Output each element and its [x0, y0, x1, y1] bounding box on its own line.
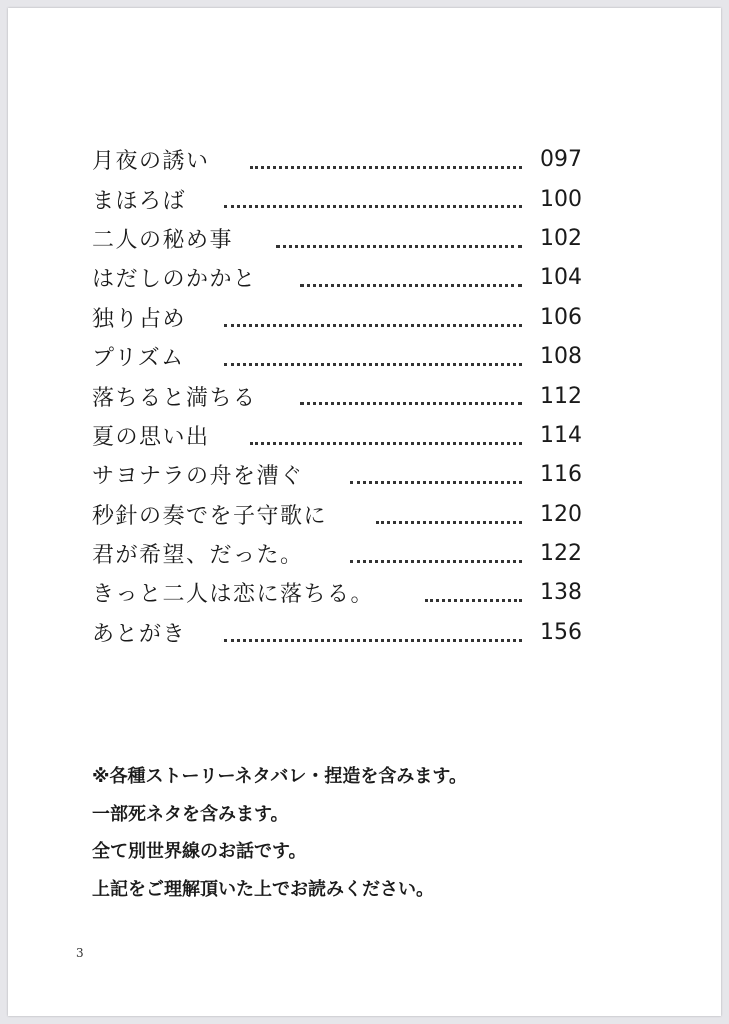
toc-title: あとがき — [92, 621, 187, 647]
note-line: ※各種ストーリーネタバレ・捏造を含みます。 — [92, 766, 467, 787]
page-number: 3 — [76, 946, 84, 960]
toc-page-number: 097 — [540, 147, 582, 173]
toc-page-number: 100 — [540, 186, 582, 212]
note-line: 上記をご理解頂いた上でお読みください。 — [92, 878, 434, 900]
toc-page-number: 120 — [540, 501, 582, 527]
toc-leader-dots — [250, 152, 522, 169]
document-page — [8, 8, 721, 1016]
toc-title: はだしのかかと — [92, 267, 257, 293]
toc-entry — [92, 179, 582, 218]
toc-title: 落ちると満ちる — [92, 385, 257, 411]
toc-title: 月夜の誘い — [92, 149, 210, 175]
toc-leader-dots — [350, 467, 522, 484]
toc-leader-dots — [350, 546, 522, 563]
toc-page-number: 114 — [540, 422, 582, 448]
toc-leader-dots — [224, 191, 522, 208]
toc-leader-dots — [276, 231, 522, 248]
toc-leader-dots — [300, 270, 522, 287]
toc-page-number: 122 — [540, 541, 582, 567]
toc-entry — [92, 140, 582, 179]
toc-entry — [92, 455, 582, 494]
toc-title: きっと二人は恋に落ちる。 — [92, 582, 375, 608]
note-line: 一部死ネタを含みます。 — [92, 803, 289, 825]
toc-page-number: 106 — [540, 304, 582, 330]
toc-leader-dots — [300, 388, 522, 405]
toc-entry — [92, 298, 582, 337]
toc-page-number: 116 — [540, 462, 582, 488]
toc-entry — [92, 534, 582, 573]
toc-page-number: 138 — [540, 580, 582, 606]
toc-entry — [92, 258, 582, 297]
toc-leader-dots — [224, 310, 522, 327]
toc-page-number: 112 — [540, 383, 582, 409]
toc-title: まほろば — [92, 188, 187, 214]
toc-leader-dots — [224, 349, 522, 366]
toc-page-number: 104 — [540, 265, 582, 291]
toc-title: 秒針の奏でを子守歌に — [92, 503, 328, 529]
toc-page-number: 108 — [540, 344, 582, 370]
toc-leader-dots — [376, 507, 522, 524]
toc-entry — [92, 613, 582, 652]
table-of-contents — [92, 140, 582, 652]
toc-leader-dots — [425, 585, 522, 602]
toc-page-number: 102 — [540, 225, 582, 251]
toc-entry — [92, 219, 582, 258]
toc-entry — [92, 495, 582, 534]
note-line: 全て別世界線のお話です。 — [92, 841, 307, 862]
toc-entry — [92, 337, 582, 376]
toc-entry — [92, 376, 582, 415]
toc-entry — [92, 573, 582, 612]
toc-title: 夏の思い出 — [92, 424, 210, 450]
toc-leader-dots — [250, 428, 522, 445]
toc-title: 独り占め — [92, 306, 187, 332]
toc-leader-dots — [224, 625, 522, 642]
toc-title: サヨナラの舟を漕ぐ — [92, 464, 304, 490]
toc-page-number: 156 — [540, 619, 582, 645]
content-warnings — [92, 758, 652, 908]
toc-title: 二人の秘め事 — [92, 227, 234, 253]
toc-title: 君が希望、だった。 — [92, 543, 304, 569]
toc-title: プリズム — [92, 346, 185, 372]
toc-entry — [92, 416, 582, 455]
